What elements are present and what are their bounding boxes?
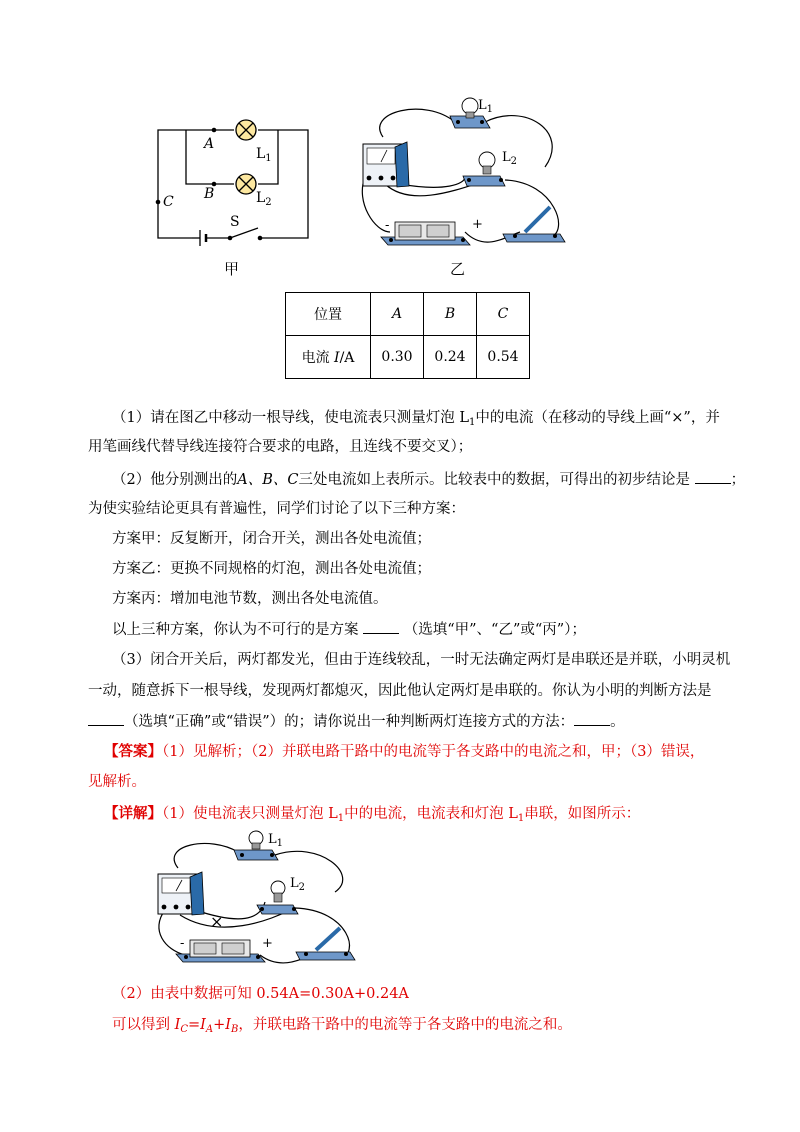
table-header-A: A bbox=[371, 293, 424, 336]
label-sol-L1: $L_1$ bbox=[268, 832, 284, 849]
detail-line3: 可以得到 $I_C=I_A+I_B$，并联电路干路中的电流等于各支路中的电流之和。 bbox=[112, 1017, 572, 1035]
detail-line2: （2）由表中数据可知 0.54A=0.30A+0.24A bbox=[112, 986, 409, 1002]
detail-tag: 【详解】 bbox=[104, 805, 162, 822]
q2-line2: 为使实验结论更具有普遍性，同学们讨论了以下三种方案： bbox=[88, 501, 465, 517]
current-table bbox=[285, 292, 530, 379]
label-sol-minus: - bbox=[180, 936, 185, 951]
answer-line2: 见解析。 bbox=[88, 774, 146, 790]
label-L1: $L_1$ bbox=[256, 146, 272, 164]
plan-yi: 方案乙：更换不同规格的灯泡，测出各处电流值； bbox=[112, 561, 431, 577]
label-sol-L2: $L_2$ bbox=[290, 876, 306, 893]
caption-yi: 乙 bbox=[450, 260, 466, 278]
table-cell-B: 0.24 bbox=[424, 336, 477, 379]
answer-tag: 【答案】 bbox=[104, 743, 162, 760]
table-header-C: C bbox=[477, 293, 530, 336]
circuit-diagram-yi bbox=[355, 92, 570, 262]
q1-line1: （1）请在图乙中移动一根导线，使电流表只测量灯泡 $L_1$中的电流（在移动的导线上画“×”，并 bbox=[112, 410, 720, 428]
q1-line2: 用笔画线代替导线连接符合要求的电路，且连线不要交叉）； bbox=[88, 439, 473, 455]
q3-line2: 一动，随意拆下一根导线，发现两灯都熄灭，因此他认定两灯是串联的。你认为小明的判断方法是 bbox=[88, 683, 712, 699]
label-C: C bbox=[163, 194, 174, 210]
label-A: A bbox=[204, 136, 215, 152]
q2-blank-conclusion[interactable] bbox=[695, 469, 731, 484]
q2-line6: 以上三种方案，你认为不可行的是方案 （选填“甲”、“乙”或“丙”）； bbox=[112, 619, 586, 640]
plan-jia: 方案甲：反复断开，闭合开关，测出各处电流值； bbox=[112, 531, 431, 547]
q3-blank-judgement[interactable] bbox=[88, 711, 124, 726]
plan-bing: 方案丙：增加电池节数，测出各处电流值。 bbox=[112, 591, 388, 607]
table-row-current bbox=[286, 336, 530, 379]
table-cell-C: 0.54 bbox=[477, 336, 530, 379]
caption-jia: 甲 bbox=[224, 260, 240, 278]
label-B: B bbox=[204, 186, 215, 202]
table-header-position: 位置 bbox=[286, 293, 371, 336]
table-row-label: 电流 I/A bbox=[286, 336, 371, 379]
table-header-B: B bbox=[424, 293, 477, 336]
answer-line1: 【答案】（1）见解析；（2）并联电路干路中的电流等于各支路中的电流之和，甲；（3）错误， bbox=[104, 743, 705, 760]
q3-blank-method[interactable] bbox=[574, 711, 610, 726]
q3-line3: （选填“正确”或“错误”）的；请你说出一种判断两灯连接方式的方法： 。 bbox=[88, 711, 625, 732]
detail-line1: 【详解】（1）使电流表只测量灯泡 $L_1$中的电流，电流表和灯泡 $L_1$串联，如图所示： bbox=[104, 805, 641, 824]
cross-mark: × bbox=[210, 912, 224, 931]
label-yi-plus: + bbox=[472, 217, 483, 232]
table-header-row bbox=[286, 293, 530, 336]
label-yi-L1: $L_1$ bbox=[478, 98, 494, 115]
q2-blank-plan[interactable] bbox=[363, 619, 399, 634]
label-S: S bbox=[230, 214, 240, 230]
label-yi-minus: - bbox=[385, 218, 390, 233]
label-yi-L2: $L_2$ bbox=[502, 150, 518, 167]
label-sol-plus: + bbox=[262, 936, 273, 951]
circuit-diagram-solution bbox=[150, 830, 365, 975]
q3-line1: （3）闭合开关后，两灯都发光，但由于连线较乱，一时无法确定两灯是串联还是并联，小明灵机 bbox=[112, 652, 731, 668]
table-cell-A: 0.30 bbox=[371, 336, 424, 379]
q2-line1: （2）他分别测出的A、B、C三处电流如上表所示。比较表中的数据，可得出的初步结论是 ； bbox=[112, 469, 745, 490]
label-L2: $L_2$ bbox=[256, 190, 272, 208]
